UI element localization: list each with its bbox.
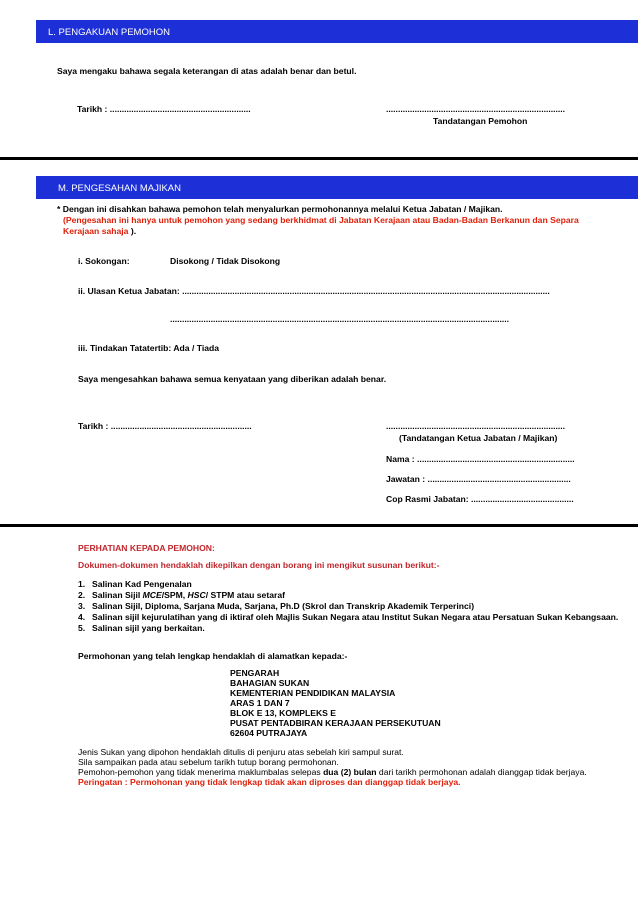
section-divider-2 [0, 524, 638, 527]
address-line: BLOK E 13, KOMPLEKS E [230, 708, 337, 718]
list-text-stpm: / STPM atau setaraf [205, 590, 285, 600]
section-m-header [36, 176, 638, 199]
cop-rasmi-field[interactable]: Cop Rasmi Jabatan: ........................................... [386, 494, 574, 504]
endorsement-intro: * Dengan ini disahkan bahawa pemohon telah menyalurkan permohonannya melalui Ketua Jabatan / Majikan. [57, 204, 503, 214]
notice-subtitle: Dokumen-dokumen hendaklah dikepilkan dengan borang ini mengikut susunan berikut:- [78, 560, 440, 570]
list-item-num: 5. [78, 623, 86, 633]
employer-signature-label: (Tandatangan Ketua Jabatan / Majikan) [399, 433, 558, 443]
section-divider [0, 157, 638, 160]
list-item [78, 623, 205, 633]
list-item-num: 4. [78, 612, 86, 622]
note-red-text: Kerajaan sahaja [63, 226, 129, 236]
note-deadline: Sila sampaikan pada atau sebelum tarikh tutup borang permohonan. [78, 757, 339, 767]
notice-title: PERHATIAN KEPADA PEMOHON: [78, 543, 215, 553]
list-item-text [92, 590, 285, 600]
section-l-header [36, 20, 638, 43]
note-feedback-c: dari tarikh permohonan adalah dianggap tidak berjaya. [376, 767, 587, 777]
list-text-mce: MCE [142, 590, 162, 600]
section-m-title: M. PENGESAHAN MAJIKAN [58, 183, 181, 194]
address-line: 62604 PUTRAJAYA [230, 728, 308, 738]
address-line: PUSAT PENTADBIRAN KERAJAAN PERSEKUTUAN [230, 718, 441, 728]
employer-signature-line[interactable]: ........................................................................... [386, 421, 566, 431]
list-item [78, 601, 475, 611]
tindakan-tatatertib[interactable]: iii. Tindakan Tatatertib: Ada / Tiada [78, 343, 220, 353]
list-item-num: 1. [78, 579, 86, 589]
note-feedback [78, 767, 587, 777]
note-feedback-b: dua (2) bulan [323, 767, 377, 777]
list-item [78, 590, 285, 600]
address-line: PENGARAH [230, 668, 280, 678]
list-item-num: 2. [78, 590, 86, 600]
list-item-text: Salinan Sijil, Diploma, Sarjana Muda, Sarjana, Ph.D (Skrol dan Transkrip Akademik Terperinci) [92, 601, 475, 611]
list-text-a: Salinan Sijil [92, 590, 143, 600]
jawatan-field[interactable]: Jawatan : ............................................................ [386, 474, 571, 484]
employer-date-field[interactable]: Tarikh : ........................................................... [78, 421, 252, 431]
sokongan-options[interactable]: Disokong / Tidak Disokong [170, 256, 281, 266]
sokongan-label: i. Sokongan: [78, 256, 130, 266]
ulasan-field-line2[interactable]: .............................................................................................................................................. [170, 314, 510, 324]
list-text-spm: /SPM, [161, 590, 188, 600]
note-feedback-a: Pemohon-pemohon yang tidak menerima maklumbalas selepas [78, 767, 324, 777]
list-item-num: 3. [78, 601, 86, 611]
declaration-text: Saya mengaku bahawa segala keterangan di atas adalah benar dan betul. [57, 66, 357, 76]
section-l-title: L. PENGAKUAN PEMOHON [48, 27, 170, 38]
list-text-hsc: HSC [187, 590, 206, 600]
applicant-date-field[interactable]: Tarikh : ........................................................... [77, 104, 251, 114]
note-end-text: ). [128, 226, 137, 236]
endorsement-note-end [63, 226, 136, 236]
endorsement-note: (Pengesahan ini hanya untuk pemohon yang sedang berkhidmat di Jabatan Kerajaan atau Badan-Badan Berkanun dan Separa [63, 215, 579, 225]
list-item-text: Salinan sijil kejurulatihan yang di iktiraf oleh Majlis Sukan Negara atau Institut Sukan Negara atau Persatuan Sukan Kebangsaan. [92, 612, 619, 622]
list-item-text: Salinan Kad Pengenalan [92, 579, 192, 589]
employer-confirmation: Saya mengesahkan bahawa semua kenyataan yang diberikan adalah benar. [78, 374, 387, 384]
ulasan-field[interactable]: ii. Ulasan Ketua Jabatan: .......................................................................................................................................................... [78, 286, 550, 296]
list-item [78, 612, 619, 622]
note-sport-type: Jenis Sukan yang dipohon hendaklah ditulis di penjuru atas sebelah kiri sampul surat. [78, 747, 404, 757]
list-item-text: Salinan sijil yang berkaitan. [92, 623, 205, 633]
address-line: KEMENTERIAN PENDIDIKAN MALAYSIA [230, 688, 396, 698]
nama-field[interactable]: Nama : .................................................................. [386, 454, 575, 464]
applicant-signature-label: Tandatangan Pemohon [433, 116, 528, 126]
list-item [78, 579, 192, 589]
address-line: BAHAGIAN SUKAN [230, 678, 310, 688]
warning-text: Peringatan : Permohonan yang tidak lengkap tidak akan diproses dan dianggap tidak berjaya. [78, 777, 461, 787]
applicant-signature-line[interactable]: ........................................................................... [386, 104, 566, 114]
address-instruction: Permohonan yang telah lengkap hendaklah di alamatkan kepada:- [78, 651, 348, 661]
address-line: ARAS 1 DAN 7 [230, 698, 290, 708]
